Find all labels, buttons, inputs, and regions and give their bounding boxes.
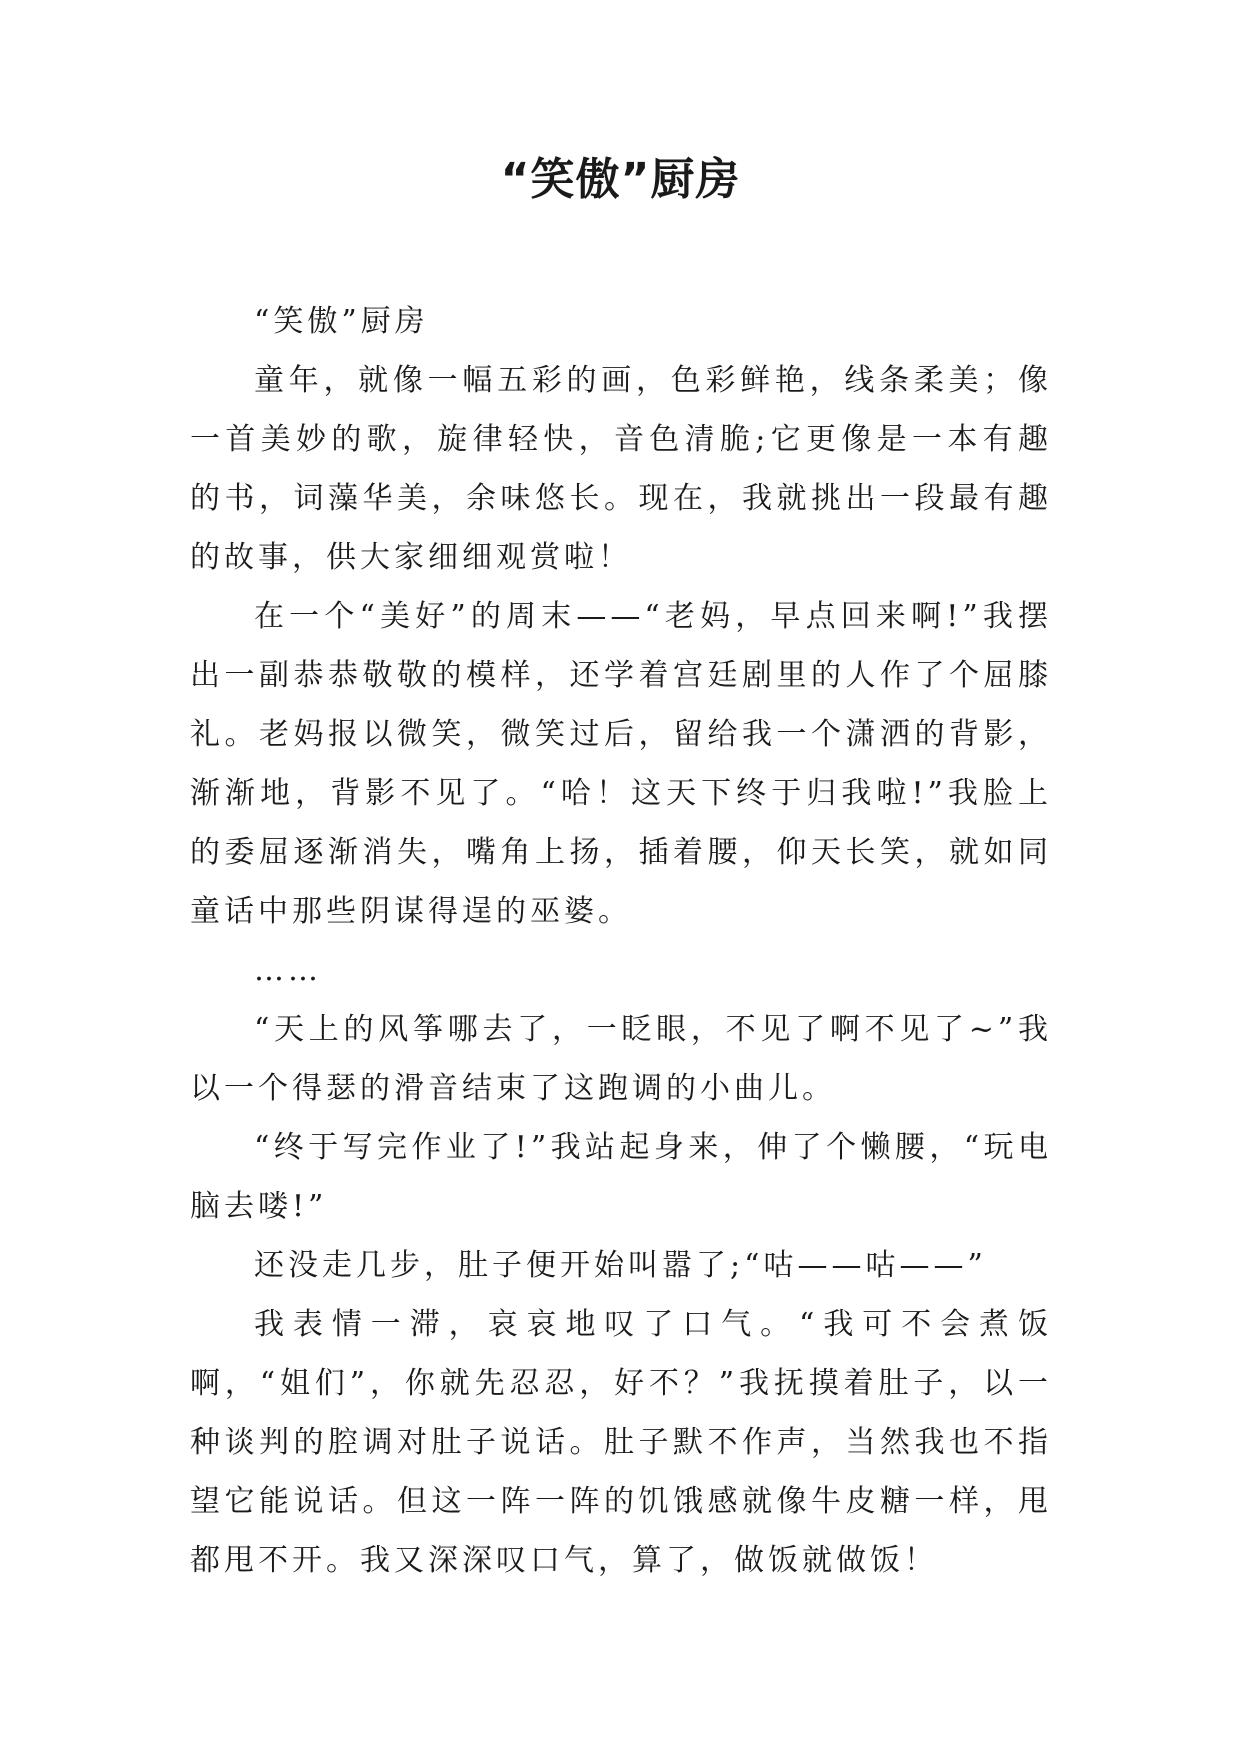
paragraph: “终于写完作业了!”我站起身来，伸了个懒腰，“玩电脑去喽!”	[190, 1130, 1052, 1224]
paragraph: 在一个“美好”的周末——“老妈，早点回来啊!”我摆出一副恭恭敬敬的模样，还学着宫廷剧里的人作了个屈膝礼。老妈报以微笑，微笑过后，留给我一个潇洒的背影，渐渐地，背影不见了。“哈！这天下终于归我啦!”我脸上的委屈逐渐消失，嘴角上扬，插着腰，仰天长笑，就如同童话中那些阴谋得逞的巫婆。	[190, 599, 1052, 929]
paragraph: 童年，就像一幅五彩的画，色彩鲜艳，线条柔美；像一首美妙的歌，旋律轻快，音色清脆;它更像是一本有趣的书，词藻华美，余味悠长。现在，我就挑出一段最有趣的故事，供大家细细观赏啦！	[190, 363, 1052, 575]
paragraph-heading: “笑傲”厨房	[254, 304, 429, 339]
paragraph: “天上的风筝哪去了，一眨眼，不见了啊不见了~”我以一个得瑟的滑音结束了这跑调的小曲儿。	[190, 1012, 1052, 1106]
document-body	[190, 292, 1052, 1590]
paragraph: 还没走几步，肚子便开始叫嚣了;“咕——咕——”	[254, 1248, 987, 1283]
paragraph: 我表情一滞，哀哀地叹了口气。“我可不会煮饭啊，“姐们”，你就先忍忍，好不？”我抚摸着肚子，以一种谈判的腔调对肚子说话。肚子默不作声，当然我也不指望它能说话。但这一阵一阵的饥饿感就像牛皮糖一样，甩都甩不开。我又深深叹口气，算了，做饭就做饭！	[190, 1307, 1052, 1578]
paragraph-ellipsis: ……	[254, 953, 322, 988]
document-title: “笑傲”厨房	[500, 154, 741, 205]
